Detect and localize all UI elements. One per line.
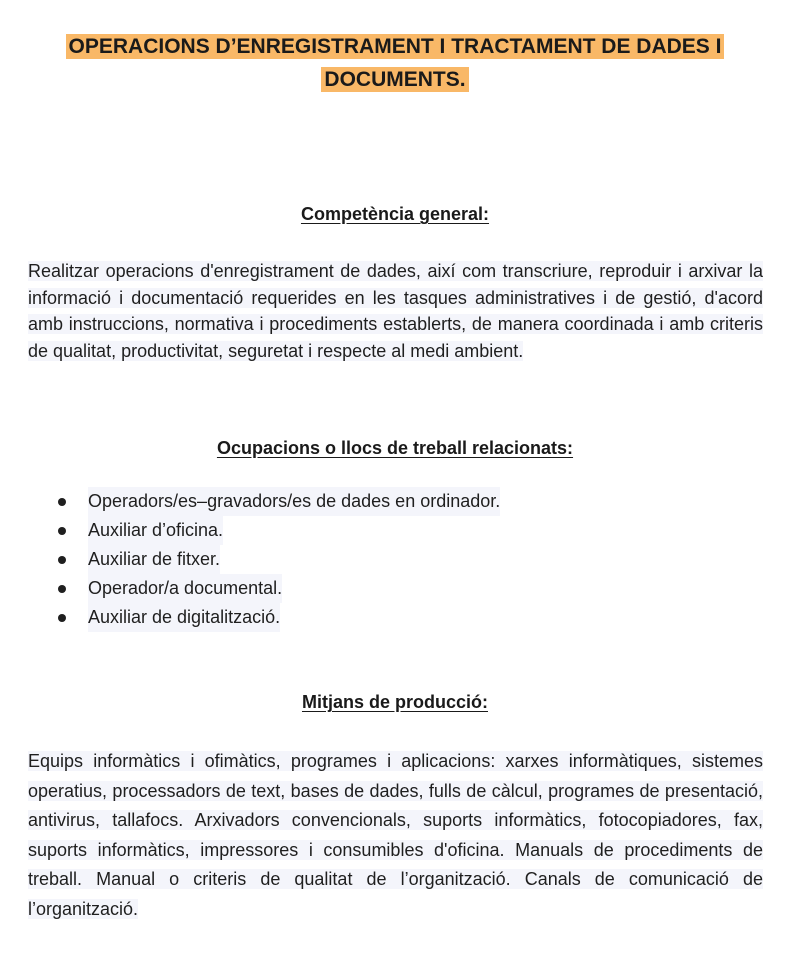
title-line-1: OPERACIONS D’ENREGISTRAMENT I TRACTAMENT DE DADES I [66,34,725,59]
title-line-2: DOCUMENTS. [321,67,468,92]
paragraph-mitjans-produccio [28,747,763,924]
paragraph-competencia-text: Realitzar operacions d'enregistrament de dades, així com transcriure, reproduir i arxivar la informació i documentació requerides en les tasques administratives i de gestió, d'acord amb instruccions, normativa i procediments establerts, de manera coordinada i amb criteris de qualitat, productivitat, seguretat i respecte al medi ambient. [28,261,763,361]
list-item [55,487,500,516]
bullet-icon [58,556,66,564]
list-item [55,545,500,574]
heading-ocupacions: Ocupacions o llocs de treball relacionats: [216,438,574,458]
paragraph-mitjans-text: Equips informàtics i ofimàtics, programes i aplicacions: xarxes informàtiques, sistemes operatius, processadors de text, bases de dades, fulls de càlcul, programes de presentació, antivirus, tallafocs. Arxivadors convencionals, suports informàtics, fotocopiadores, fax, suports informàtics, impressores i consumibles d'oficina. Manuals de procediments de treball. Manual o criteris de qualitat de l’organització. Canals de comunicació de l’organització. [28,751,763,919]
list-item-text: Auxiliar de digitalització. [88,603,280,632]
bullet-icon [58,498,66,506]
heading-competencia-general: Competència general: [300,204,490,224]
heading-mitjans-produccio: Mitjans de producció: [301,692,488,712]
paragraph-competencia-general [28,258,763,364]
list-item-text: Auxiliar d’oficina. [88,516,223,545]
bullet-icon [58,614,66,622]
list-item-text: Operador/a documental. [88,574,282,603]
list-item [55,574,500,603]
list-item-text: Auxiliar de fitxer. [88,545,220,574]
ocupacions-list [55,487,500,632]
list-item [55,516,500,545]
document-title [20,30,770,96]
bullet-icon [58,585,66,593]
list-item-text: Operadors/es–gravadors/es de dades en ordinador. [88,487,500,516]
list-item [55,603,500,632]
bullet-icon [58,527,66,535]
